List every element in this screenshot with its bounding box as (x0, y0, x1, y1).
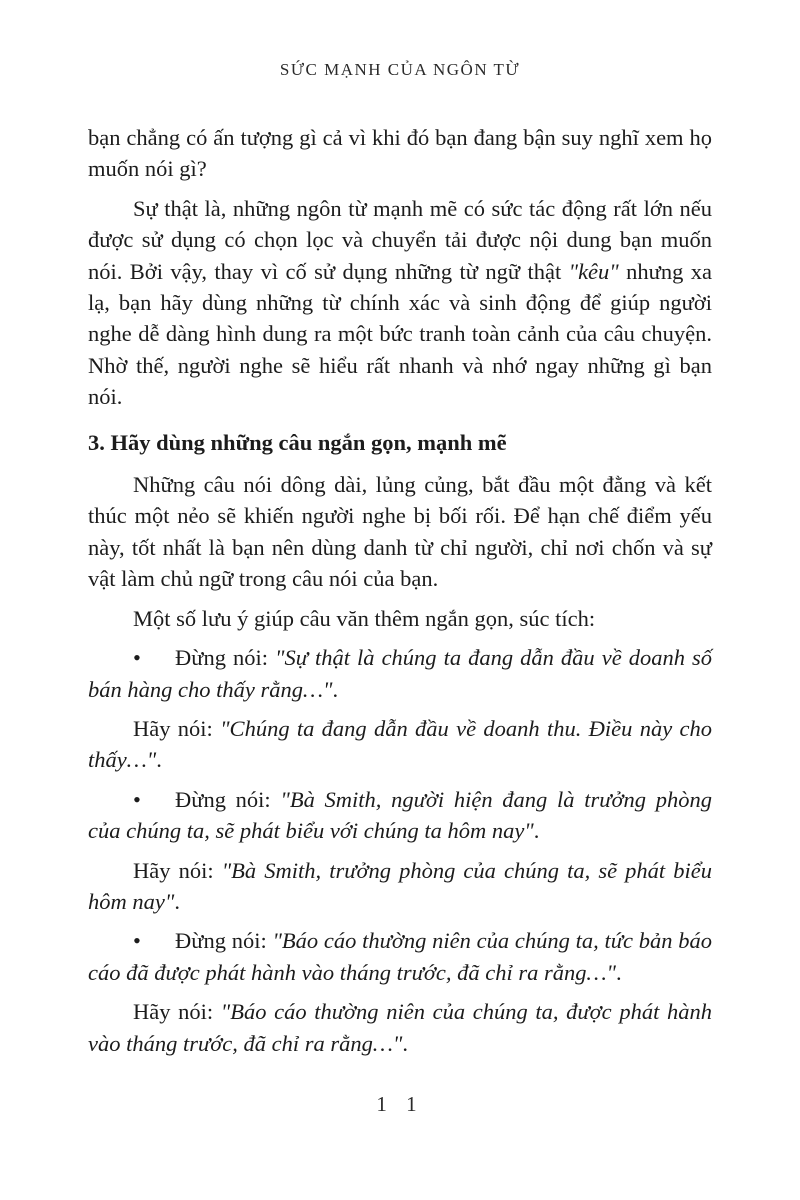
page-body (88, 122, 712, 1067)
bullet-icon: • (133, 645, 141, 671)
paragraph (88, 855, 712, 918)
paragraph (88, 193, 712, 413)
paragraph (88, 996, 712, 1059)
running-head: SỨC MẠNH CỦA NGÔN TỪ (279, 60, 521, 79)
bullet-item (88, 784, 712, 847)
paragraph (88, 603, 712, 634)
text-segment: Hãy nói: (133, 715, 221, 741)
text-segment: "Bà Smith, trưởng phòng của chúng ta, sẽ phát biểu hôm nay" (88, 857, 712, 914)
text-segment: . (156, 747, 162, 773)
text-segment: 3. Hãy dùng những câu ngắn gọn, mạnh mẽ (88, 429, 507, 455)
text-segment: Những câu nói dông dài, lủng củng, bắt đầu một đằng và kết thúc một nẻo sẽ khiến người nghe bị bối rối. Để hạn chế điểm yếu này, tốt nhất là bạn nên dùng danh từ chỉ người, chỉ nơi chốn và sự vật làm chủ ngữ trong câu nói của bạn. (88, 472, 712, 592)
text-segment: Đừng nói: (175, 645, 276, 671)
text-segment: Hãy nói: (133, 857, 222, 883)
text-segment: nhưng xa lạ, bạn hãy dùng những từ chính xác và sinh động để giúp người nghe dễ dàng hình dung ra một bức tranh toàn cảnh của câu chuyện. Nhờ thế, người nghe sẽ hiểu rất nhanh và nhớ ngay những gì bạn nói. (88, 258, 713, 410)
paragraph (88, 469, 712, 595)
section-heading (88, 427, 712, 458)
text-segment: . (402, 1030, 408, 1056)
paragraph (88, 713, 712, 776)
text-segment: Đừng nói: (175, 928, 273, 954)
bullet-icon: • (133, 786, 141, 812)
text-segment: Sự thật là, những ngôn từ mạnh mẽ có sức tác động rất lớn nếu được sử dụng có chọn lọc và chuyển tải được nội dung bạn muốn nói. Bởi vậy, thay vì cố sử dụng những từ ngữ thật (88, 195, 712, 284)
text-segment: Một số lưu ý giúp câu văn thêm ngắn gọn, súc tích: (133, 605, 596, 631)
text-segment: . (174, 888, 180, 914)
text-segment: "Sự thật là chúng ta đang dẫn đầu về doanh số bán hàng cho thấy rằng…" (88, 645, 712, 702)
text-segment: "kêu" (568, 258, 619, 284)
bullet-item (88, 642, 712, 705)
paragraph (88, 122, 712, 185)
text-segment: . (533, 818, 540, 844)
text-segment: . (615, 959, 622, 985)
text-segment: "Chúng ta đang dẫn đầu về doanh thu. Điều này cho thấy…" (88, 715, 712, 773)
text-segment: "Báo cáo thường niên của chúng ta, được phát hành vào tháng trước, đã chỉ ra rằng…" (88, 999, 712, 1056)
bullet-icon: • (133, 928, 141, 954)
text-segment: "Báo cáo thường niên của chúng ta, tức bản báo cáo đã được phát hành vào tháng trước, đã chỉ ra rằng…" (88, 928, 712, 985)
text-segment: . (332, 676, 339, 702)
text-segment: Hãy nói: (133, 999, 221, 1025)
bullet-item (88, 925, 712, 988)
text-segment: bạn chẳng có ấn tượng gì cả vì khi đó bạn đang bận suy nghĩ xem họ muốn nói gì? (88, 125, 712, 182)
text-segment: Đừng nói: (175, 786, 281, 812)
page-number: 1 1 (376, 1092, 424, 1116)
text-segment: "Bà Smith, người hiện đang là trưởng phòng của chúng ta, sẽ phát biểu với chúng ta hôm nay" (88, 786, 712, 844)
